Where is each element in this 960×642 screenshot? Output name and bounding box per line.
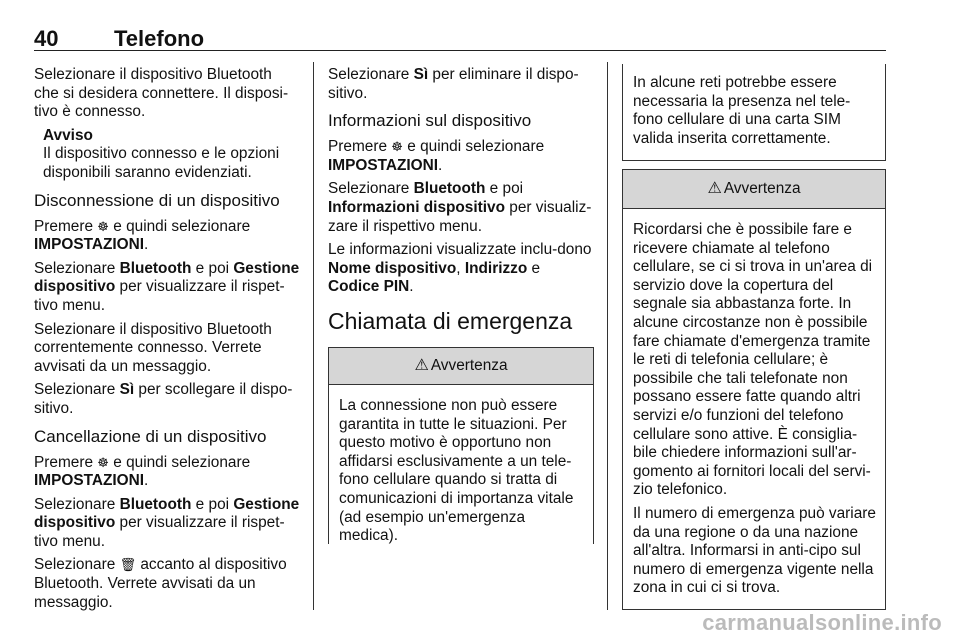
paragraph: Premere ☸ e quindi selezionare IMPOSTAZIONI.: [34, 453, 251, 490]
info-text: In alcune reti potrebbe essere necessaria la presenza nel tele-fono cellulare di una carta SIM valida inserita correttamente.: [633, 74, 851, 147]
warning-header: ⚠ Avvertenza: [623, 170, 885, 209]
column-divider: [313, 62, 314, 610]
home-settings-icon: ☸: [97, 218, 109, 234]
watermark: carmanualsonline.info: [702, 610, 942, 635]
home-settings-icon: ☸: [391, 139, 403, 155]
column-2: [328, 66, 594, 554]
column-divider: [607, 62, 608, 610]
page-title: Telefono: [114, 26, 205, 51]
paragraph: Selezionare il dispositivo Bluetooth correntemente connesso. Verrete avvisati da un messaggio.: [34, 320, 272, 375]
warning-triangle-icon: ⚠: [707, 179, 722, 197]
paragraph: Selezionare Sì per scollegare il dispo-sitivo.: [34, 381, 293, 417]
info-box: [622, 64, 886, 161]
chapter-heading: Chiamata di emergenza: [328, 307, 573, 334]
section-heading: Cancellazione di un dispositivo: [34, 426, 267, 446]
paragraph: Selezionare il dispositivo Bluetooth che si desidera connettere. Il disposi-tivo è connesso.: [34, 66, 289, 121]
paragraph: Le informazioni visualizzate inclu-dono Nome dispositivo, Indirizzo e Codice PIN.: [328, 241, 592, 296]
trash-icon: 🗑: [119, 557, 137, 573]
warning-header: ⚠ Avvertenza: [329, 348, 593, 385]
paragraph: Selezionare Bluetooth e poi Informazioni dispositivo per visualiz-zare il rispettivo menu.: [328, 180, 592, 235]
warning-paragraph: Ricordarsi che è possibile fare e ricevere chiamate al telefono cellulare, se ci si trova in un'area di servizio dove la copertura del segnale sia abbastanza forte. In alcune circostanze non è possibile fare chiamate d'emergenza tramite le reti di telefonia cellulare; è possibile che tali telefonate non possano essere fatte quando altri servizi e/o funzioni del telefono cellulare sono attive. È consiglia-bile chiedere informazioni sull'ar-gomento ai fornitori locali del servi-zio telefonico.: [633, 221, 873, 499]
paragraph: Selezionare 🗑 accanto al dispositivo Bluetooth. Verrete avvisati da un messaggio.: [34, 556, 287, 611]
paragraph: Premere ☸ e quindi selezionare IMPOSTAZIONI.: [34, 217, 251, 254]
warning-box: [622, 169, 886, 610]
paragraph: Selezionare Bluetooth e poi Gestione dispositivo per visualizzare il rispet-tivo menu.: [34, 495, 300, 550]
warning-paragraph: Il numero di emergenza può variare da una regione o da una nazione all'altra. Informarsi in anti-cipo sul numero di emergenza vigente nella zona in cui ci si trova.: [633, 504, 876, 597]
note-title: Avviso: [43, 126, 93, 144]
page-header: [34, 26, 886, 51]
column-3: [622, 64, 886, 620]
home-settings-icon: ☸: [97, 454, 109, 470]
column-1: [34, 66, 300, 617]
paragraph: Selezionare Bluetooth e poi Gestione dispositivo per visualizzare il rispet-tivo menu.: [34, 259, 300, 314]
page-number: 40: [34, 26, 59, 51]
section-heading: Disconnessione di un dispositivo: [34, 190, 280, 210]
warning-text: La connessione non può essere garantita in tutte le situazioni. Per questo motivo è opportuno non affidarsi esclusivamente a un tele-fono cellulare quando si tratta di comunicazioni di importanza vitale (ad esempio un'emergenza medica).: [339, 396, 574, 545]
warning-body: [623, 209, 885, 609]
note: [34, 127, 300, 183]
section-heading: Informazioni sul dispositivo: [328, 111, 532, 131]
warning-triangle-icon: ⚠: [414, 356, 429, 374]
paragraph: Premere ☸ e quindi selezionare IMPOSTAZIONI.: [328, 138, 545, 174]
warning-box: [328, 347, 594, 544]
paragraph: Selezionare Sì per eliminare il dispo-sitivo.: [328, 66, 579, 102]
note-text: Il dispositivo connesso e le opzioni disponibili saranno evidenziati.: [43, 145, 280, 181]
